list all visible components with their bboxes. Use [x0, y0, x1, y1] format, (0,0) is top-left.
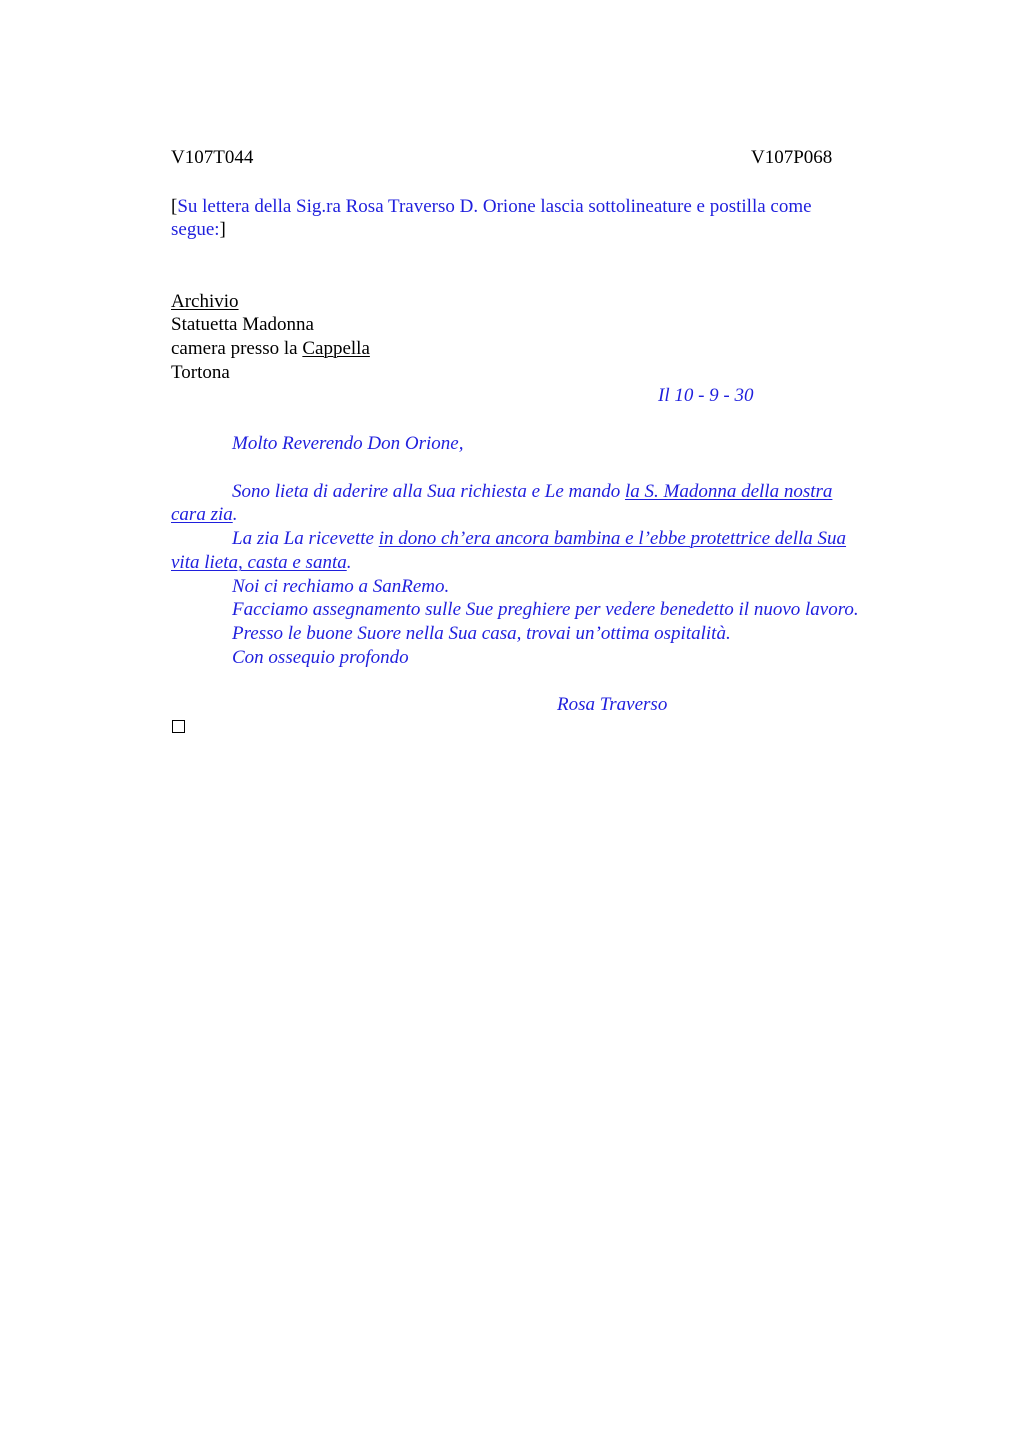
editorial-note-text-2: segue:: [171, 219, 220, 240]
p1-suffix: .: [232, 504, 238, 525]
postil-tortona: Tortona: [171, 362, 230, 383]
letter-paragraph-2-line-1: [232, 527, 846, 551]
square-icon: [172, 720, 185, 733]
bracket-close: ]: [219, 219, 226, 240]
p2-suffix: .: [346, 552, 352, 573]
letter-paragraph-3: Noi ci rechiamo a SanRemo.: [232, 576, 450, 597]
letter-paragraph-1-line-2: [171, 503, 238, 527]
bracket-open: [: [171, 196, 178, 217]
document-code-right: V107P068: [751, 147, 833, 168]
postil-cappella: Cappella: [302, 338, 370, 359]
letter-closing: Con ossequio profondo: [232, 647, 409, 668]
p1-underlined-b: cara zia: [171, 504, 233, 525]
editorial-note-line-1: [171, 195, 812, 219]
editorial-note-text-1: Su lettera della Sig.ra Rosa Traverso D. Orione lascia sottolineature e postilla come: [177, 196, 812, 217]
editorial-note-line-2: [171, 218, 226, 242]
letter-date: Il 10 - 9 - 30: [658, 385, 754, 406]
p1-underlined-a: la S. Madonna della nostra: [624, 481, 833, 502]
letter-paragraph-2-line-2: [171, 551, 351, 575]
p1-prefix: Sono lieta di aderire alla Sua richiesta e Le mando: [232, 481, 625, 502]
postil-camera: [171, 337, 370, 361]
letter-paragraph-5: Presso le buone Suore nella Sua casa, trovai un’ottima ospitalità.: [232, 623, 731, 644]
p2-prefix: La zia La ricevette: [232, 528, 379, 549]
postil-archivio: Archivio: [171, 291, 239, 312]
postil-statuetta: Statuetta Madonna: [171, 314, 314, 335]
letter-salutation: Molto Reverendo Don Orione,: [232, 433, 464, 454]
letter-signature: Rosa Traverso: [557, 694, 668, 715]
letter-paragraph-4: Facciamo assegnamento sulle Sue preghiere per vedere benedetto il nuovo lavoro.: [232, 599, 859, 620]
p2-underlined-b: vita lieta, casta e santa: [171, 552, 347, 573]
letter-paragraph-1-line-1: [232, 480, 832, 504]
postil-camera-prefix: camera presso la: [171, 338, 303, 359]
p2-underlined-a: in dono ch’era ancora bambina e l’ebbe protettrice della Sua: [378, 528, 847, 549]
document-code-left: V107T044: [171, 147, 254, 168]
